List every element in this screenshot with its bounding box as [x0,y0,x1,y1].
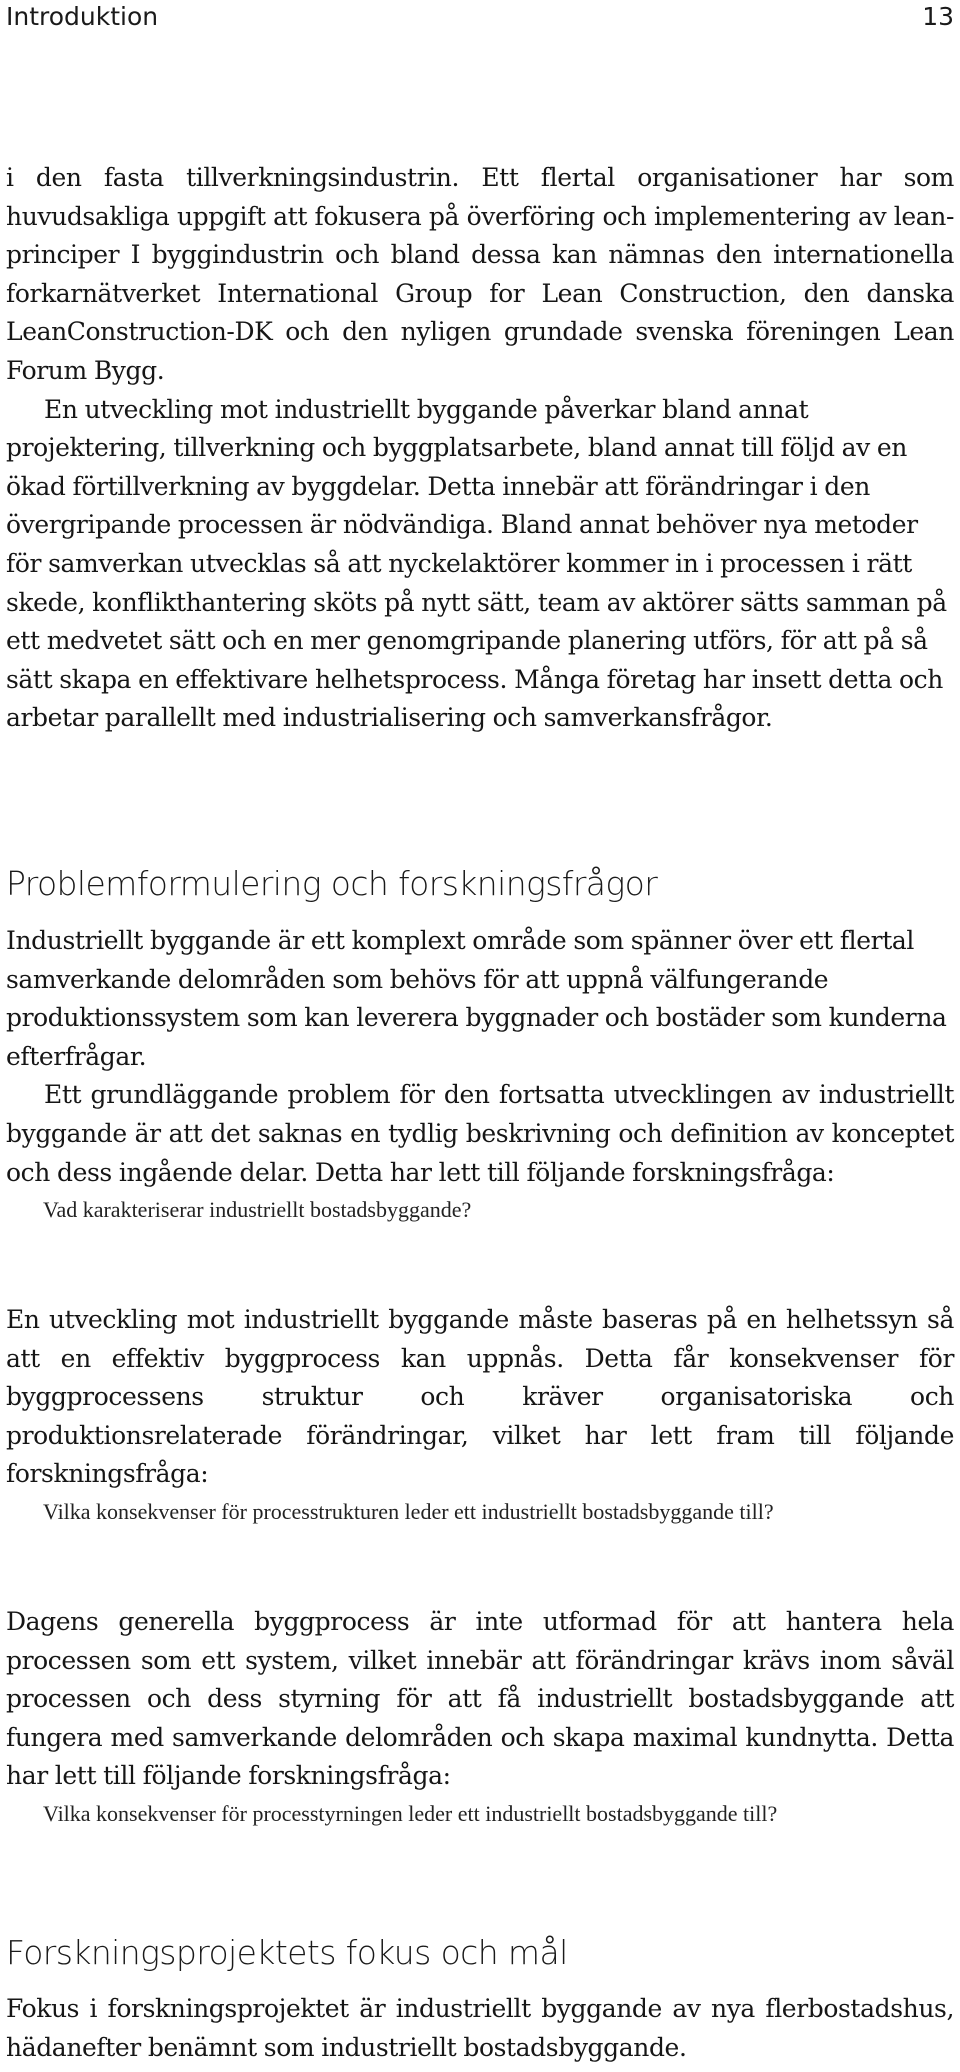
intro-section [6,159,954,738]
body-paragraph: Industriellt byggande är ett komplext område som spänner över ett flertal samverkande delområden som behövs för att uppnå välfungerande produktionssystem som kan leverera byggnader och bostäder som kunderna efterfrågar. [6,926,947,1071]
running-header [6,0,954,34]
section-heading: Problemformulering och forskningsfrågor [6,864,658,903]
body-paragraph: En utveckling mot industriellt byggande måste baseras på en helhetssyn så att en effektiv byggprocess kan uppnås. Detta får konsekvenser för byggprocessens struktur och kräver organisatoriska och produktionsrelaterade förändringar, vilket har lett fram till följande forskningsfråga: [6,1305,954,1489]
problem-section-part3 [6,1603,954,1832]
problem-section-part1 [6,922,954,1228]
body-paragraph: Ett grundläggande problem för den fortsatta utvecklingen av industriellt byggande är att det saknas en tydlig beskrivning och definition av konceptet och dess ingående delar. Detta har lett till följande forskningsfråga: [6,1080,954,1187]
section-heading: Forskningsprojektets fokus och mål [6,1933,568,1972]
problem-section-part2 [6,1301,954,1530]
body-paragraph: En utveckling mot industriellt byggande påverkar bland annat projektering, tillverkning och byggplatsarbete, bland annat till följd av en ökad förtillverkning av byggdelar. Detta innebär att förändringar i den övergripande processen är nödvändiga. Bland annat behöver nya metoder för samverkan utvecklas så att nyckelaktörer kommer in i processen i rätt skede, konflikthantering sköts på nytt sätt, team av aktörer sätts samman på ett medvetet sätt och en mer genomgripande planering utförs, för att på så sätt skapa en effektivare helhetsprocess. Många företag har insett detta och arbetar parallellt med industrialisering och samverkansfrågor. [6,394,947,733]
page-number: 13 [922,2,954,31]
body-paragraph: Fokus i forskningsprojektet är industriellt byggande av nya flerbostadshus, hädanefter benämnt som industriellt bostadsbyggande. [6,1994,954,2062]
research-question: Vad karakteriserar industriellt bostadsbyggande? [43,1197,472,1223]
research-question: Vilka konsekvenser för processtyrningen leder ett industriellt bostadsbyggande till? [43,1800,778,1826]
body-paragraph: i den fasta tillverkningsindustrin. Ett flertal organisationer har som huvudsakliga uppgift att fokusera på överföring och implementering av lean-principer I byggindustrin och bland dessa kan nämnas den internationella forkarnätverket International Group for Lean Construction, den danska LeanConstruction-DK och den nyligen grundade svenska föreningen Lean Forum Bygg. [6,163,954,385]
focus-section [6,1990,954,2067]
body-paragraph: Dagens generella byggprocess är inte utformad för att hantera hela processen som ett system, vilket innebär att förändringar krävs inom såväl processen och dess styrning för att få industriellt bostadsbyggande att fungera med samverkande delområden och skapa maximal kundnytta. Detta har lett till följande forskningsfråga: [6,1607,954,1791]
chapter-title: Introduktion [6,2,159,31]
research-question: Vilka konsekvenser för processtrukturen leder ett industriellt bostadsbyggande till? [43,1498,774,1524]
